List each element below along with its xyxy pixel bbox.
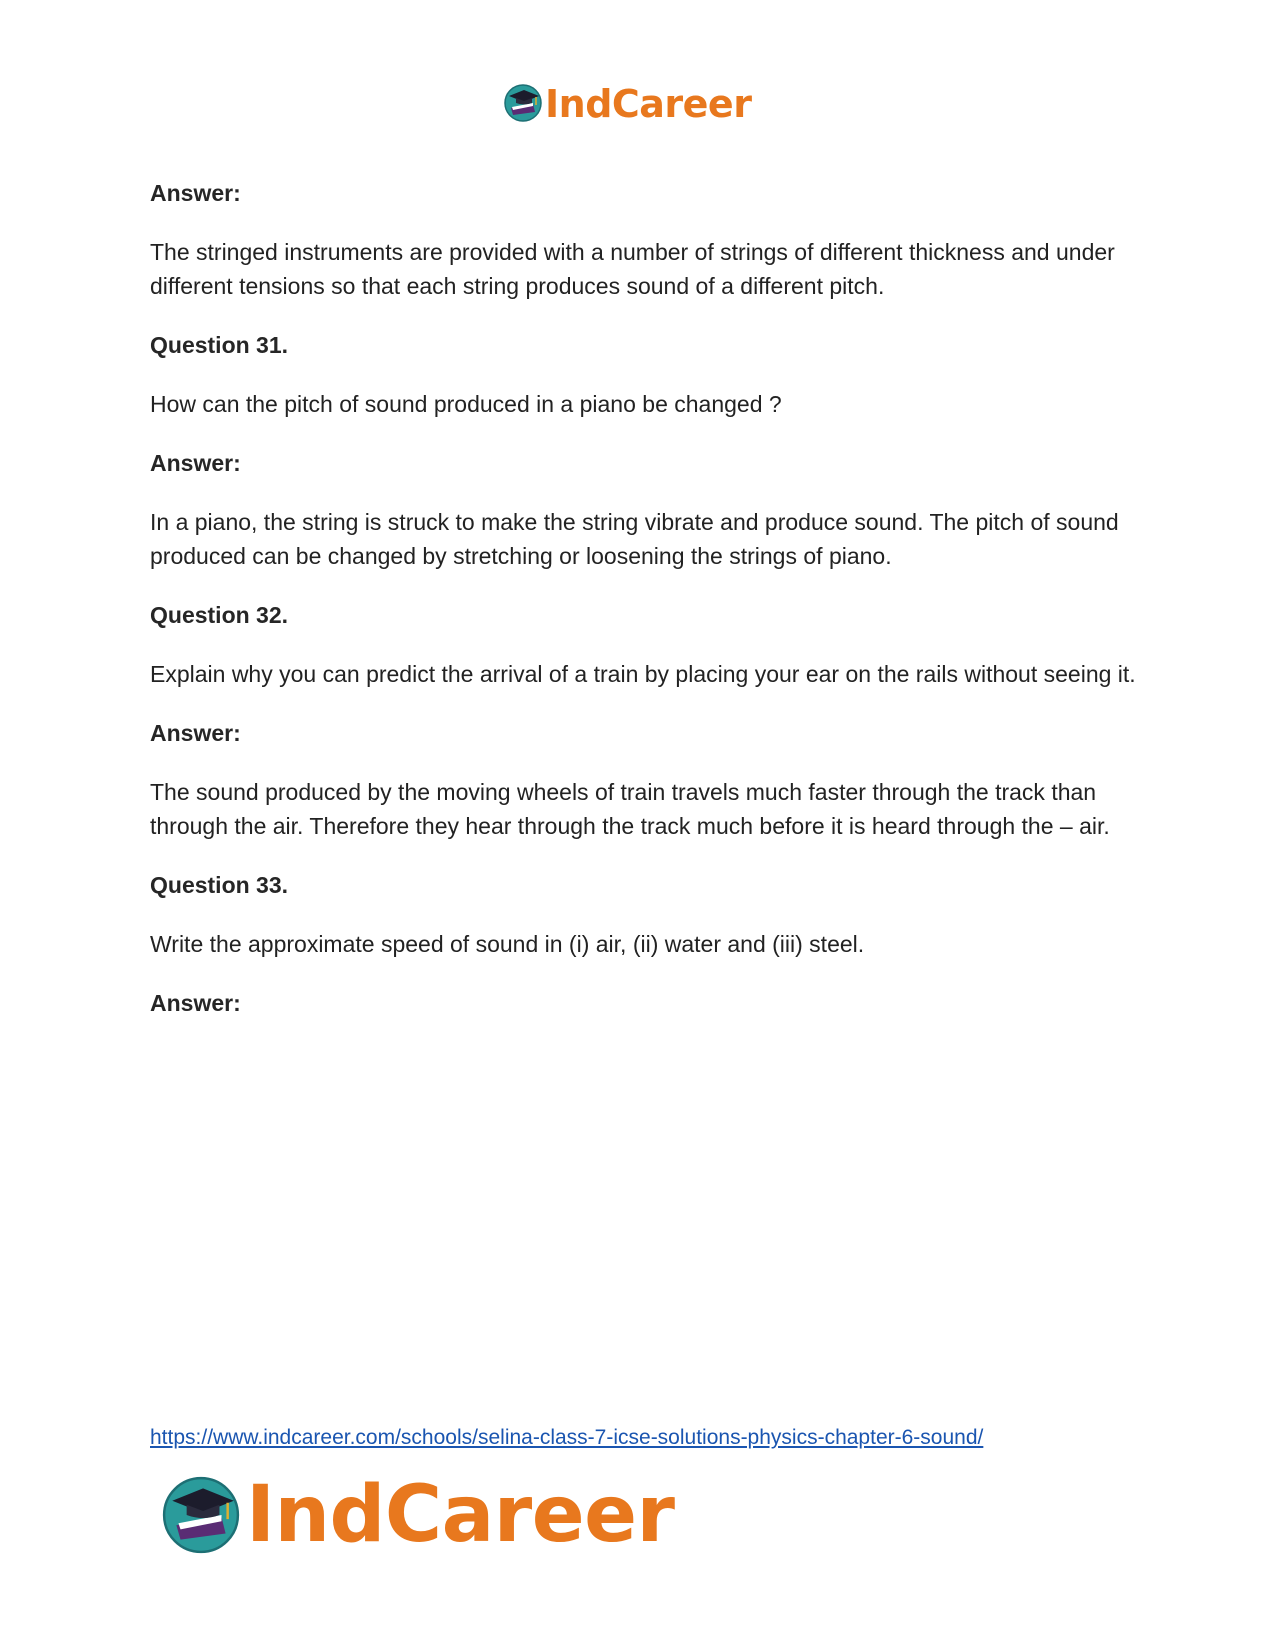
paragraph-text: Write the approximate speed of sound in (i) air, (ii) water and (iii) steel. (150, 931, 865, 957)
question-heading: Question 32. (150, 602, 289, 628)
paragraph-text: Explain why you can predict the arrival of a train by placing your ear on the rails without seeing it. (150, 661, 1136, 687)
question-heading: Question 33. (150, 872, 289, 898)
paragraph-text: How can the pitch of sound produced in a piano be changed ? (150, 391, 782, 417)
answer-heading: Answer: (150, 990, 241, 1016)
qa-content (150, 176, 1140, 1045)
graduation-cap-book-icon (503, 82, 543, 127)
footer-logo (160, 1470, 675, 1560)
source-link[interactable]: https://www.indcareer.com/schools/selina-class-7-icse-solutions-physics-chapter-6-sound/ (150, 1426, 984, 1449)
paragraph-text: The stringed instruments are provided with a number of strings of different thickness and under different tensions so that each string produces sound of a different pitch. (150, 239, 1115, 299)
paragraph-text: The sound produced by the moving wheels of train travels much faster through the track than through the air. Therefore they hear through the track much before it is heard through the – air. (150, 779, 1110, 839)
graduation-cap-book-icon (160, 1472, 242, 1559)
header-logo-text: IndCareer (545, 82, 752, 126)
header-logo (503, 80, 751, 128)
answer-heading: Answer: (150, 720, 241, 746)
answer-heading: Answer: (150, 180, 241, 206)
paragraph-text: In a piano, the string is struck to make the string vibrate and produce sound. The pitch of sound produced can be changed by stretching or loosening the strings of piano. (150, 509, 1119, 569)
answer-heading: Answer: (150, 450, 241, 476)
question-heading: Question 31. (150, 332, 289, 358)
footer-logo-text: IndCareer (246, 1470, 675, 1560)
